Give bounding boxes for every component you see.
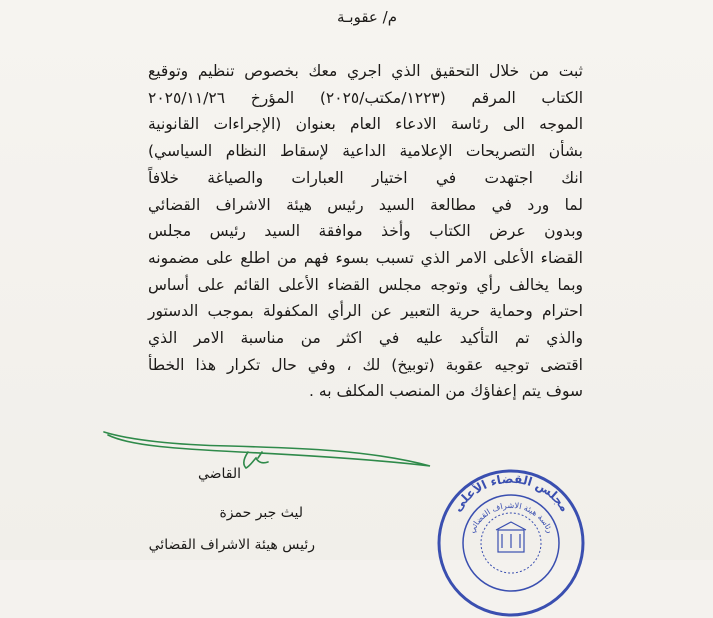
official-seal bbox=[436, 468, 586, 618]
signature-initial bbox=[244, 452, 268, 468]
body-line: انك اجتهدت في اختيار العبارات والصياغة خلافاً bbox=[148, 168, 583, 187]
body-line: اقتضى توجيه عقوبة (توبيخ) لك ، وفي حال تكرار هذا الخطأ bbox=[148, 355, 583, 374]
body-line: سوف يتم إعفاؤك من المنصب المكلف به . bbox=[309, 382, 583, 401]
body-line: ثبت من خلال التحقيق الذي اجري معك بخصوص تنظيم وتوقيع bbox=[148, 62, 583, 80]
judge-role: رئيس هيئة الاشراف القضائي bbox=[148, 537, 315, 553]
body-line: بشأن التصريحات الإعلامية الداعية لإسقاط النظام السياسي) bbox=[148, 142, 583, 161]
body-line: والذي تم التأكيد عليه في اكثر من مناسبة الامر الذي bbox=[148, 329, 583, 348]
body-line: وبدون عرض الكتاب وأخذ موافقة السيد رئيس مجلس bbox=[148, 222, 583, 241]
body-line: الكتاب المرقم (١٢٢٣/مكتب/٢٠٢٥) المؤرخ ٢٠٢٥/١١/٢٦ bbox=[148, 88, 583, 107]
body-line: القضاء الأعلى الامر الذي تسبب بسوء فهم من اطلع على مضمونه bbox=[148, 248, 583, 267]
body-line: الموجه الى رئاسة الادعاء العام بعنوان (الإجراءات القانونية bbox=[148, 115, 583, 134]
signature-stroke bbox=[104, 432, 430, 466]
body-line: لما ورد في مطالعة السيد رئيس هيئة الاشراف القضائي bbox=[148, 195, 583, 214]
document-subject: م/ عقوبـة bbox=[336, 8, 397, 26]
document-body bbox=[148, 58, 583, 405]
seal-inner-text: رئاسة هيئة الاشراف القضائي bbox=[467, 500, 555, 535]
body-line: احترام وحماية حرية التعبير عن الرأي المكفولة بموجب الدستور bbox=[148, 302, 583, 321]
seal-outer-text: مجلس القضاء الأعلى bbox=[450, 471, 572, 515]
judge-name: ليث جبر حمزة bbox=[219, 505, 303, 521]
judge-title: القاضي bbox=[197, 466, 241, 482]
seal-emblem-icon bbox=[496, 522, 526, 552]
body-line: وبما يخالف رأي وتوجه مجلس القضاء الأعلى القائم على أساس bbox=[148, 275, 583, 294]
